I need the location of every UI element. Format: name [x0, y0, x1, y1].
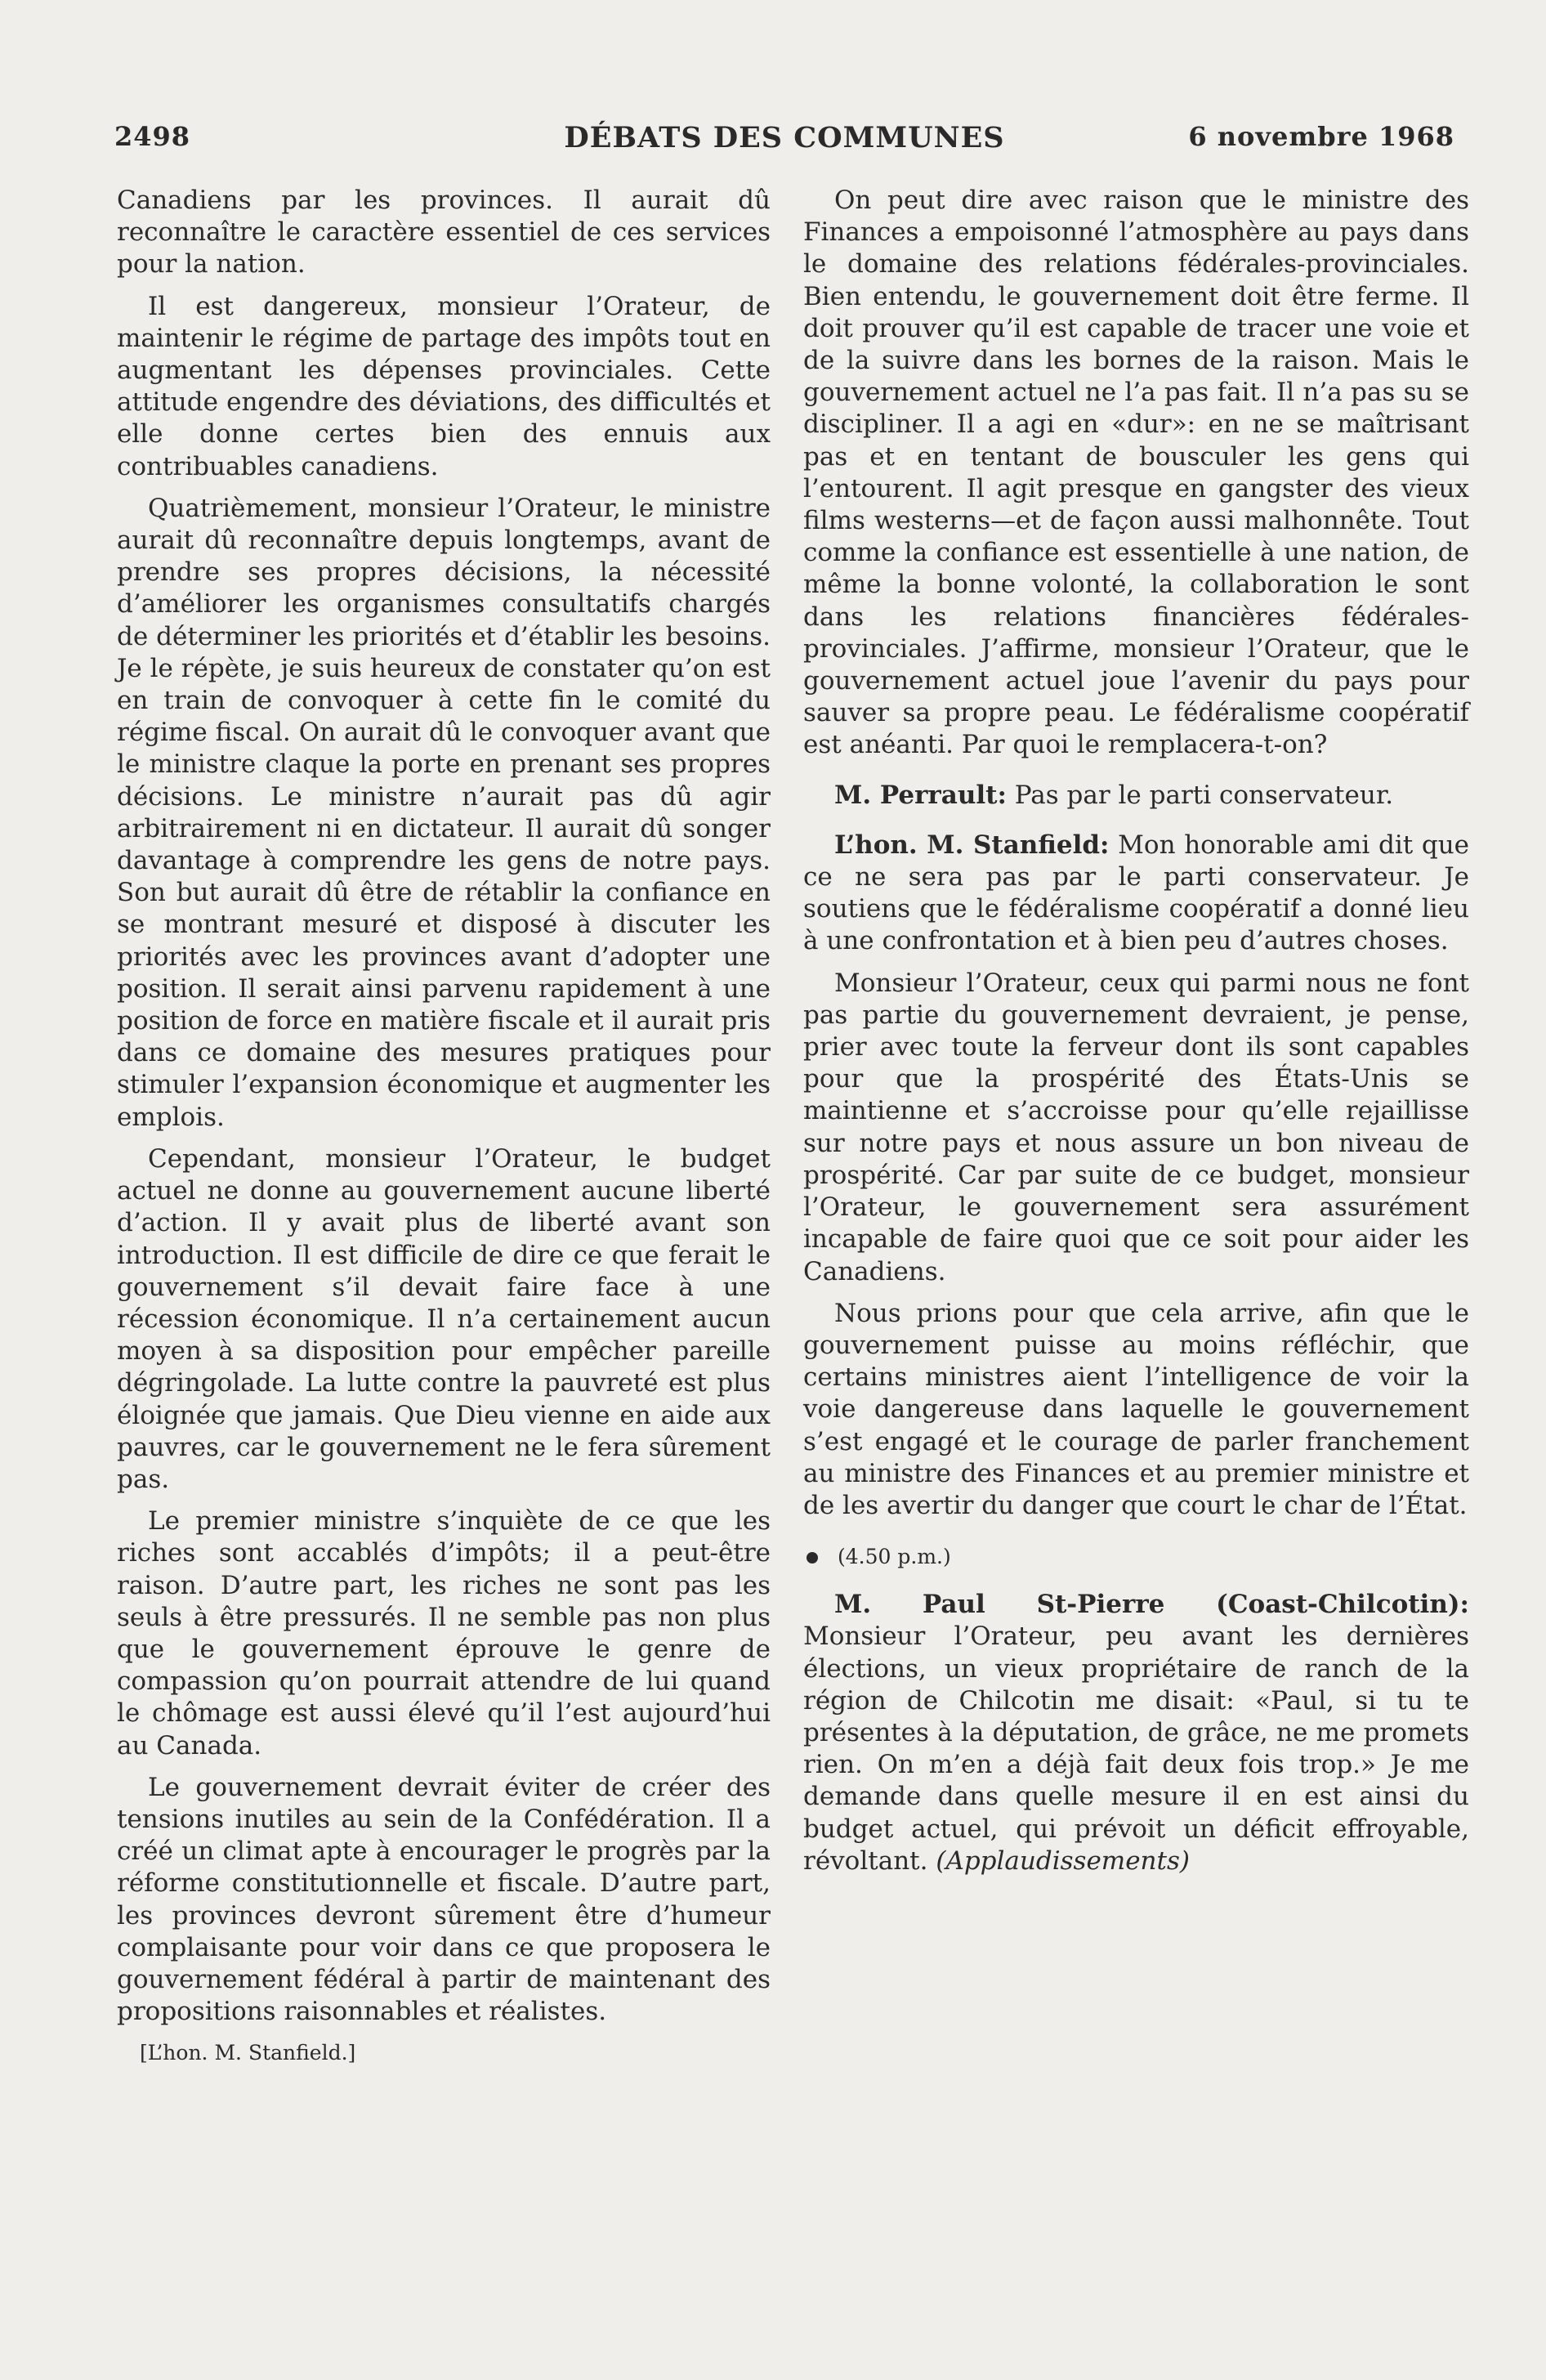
- timestamp: [803, 1543, 1469, 1571]
- paragraph: Nous prions pour que cela arrive, afin que le gouvernement puisse au moins réfléchir, que certains ministres aient l’intelligence de voir la voie dangereuse dans laquelle le gouvernement s’est engagé et le courage de parler franchement au ministre des Finances et au premier ministre et de les avertir du danger que court le char de l’État.: [803, 1298, 1469, 1520]
- speaker-name: L’hon. M. Stanfield:: [834, 830, 1110, 860]
- speech-text: Pas par le parti conservateur.: [1014, 780, 1394, 810]
- paragraph: On peut dire avec raison que le ministre des Finances a empoisonné l’atmosphère au pays dans le domaine des relations fédérales-provinciales. Bien entendu, le gouvernement doit être ferme. Il doit prouver qu’il est capable de tracer une voie et de la suivre dans les bornes de la raison. Mais le gouvernement actuel ne l’a pas fait. Il n’a pas su se discipliner. Il a agi en «dur»: en ne se maîtrisant pas et en tentant de bousculer les gens qui l’entourent. Il agit presque en gangster des vieux films westerns—et de façon aussi malhonnête. Tout comme la confiance est essentielle à une nation, de même la bonne volonté, la collaboration le sont dans les relations financières fédérales-provinciales. J’affirme, monsieur l’Orateur, que le gouvernement actuel joue l’avenir du pays pour sauver sa propre peau. Le fédéralisme coopératif est anéanti. Par quoi le remplacera-t-on?: [803, 186, 1469, 760]
- left-column: [117, 185, 771, 2065]
- paragraph: Cependant, monsieur l’Orateur, le budget actuel ne donne au gouvernement aucune liberté d’action. Il y avait plus de liberté avant son introduction. Il est difficile de dire ce que ferait le gouvernement s’il devait faire face à une récession économique. Il n’a certainement aucun moyen à sa disposition pour empêcher pareille dégringolade. La lutte contre la pauvreté est plus éloignée que jamais. Que Dieu vienne en aide aux pauvres, car le gouvernement ne le fera sûrement pas.: [117, 1143, 771, 1494]
- speech-text: Monsieur l’Orateur, peu avant les dernières élections, un vieux propriétaire de ranch de la région de Chilcotin me disait: «Paul, si tu te présentes à la députation, de grâce, ne me promets rien. On m’en a déjà fait deux fois trop.» Je me demande dans quelle mesure il en est ainsi du budget actuel, qui prévoit un déficit effroyable, révoltant.: [803, 1622, 1469, 1876]
- publication-date: 6 novembre 1968: [1188, 121, 1454, 152]
- speech-text: Mon honorable ami dit que ce ne sera pas par le parti conservateur. Je soutiens que le fédéralisme coopératif a donné lieu à une confrontation et à bien peu d’autres choses.: [803, 830, 1469, 956]
- paragraph: Le premier ministre s’inquiète de ce que les riches sont accablés d’impôts; il a peut-être raison. D’autre part, les riches ne sont pas les seuls à être pressurés. Il ne semble pas non plus que le gouvernement éprouve le genre de compassion qu’on pourrait attendre de lui quand le chômage est aussi élevé qu’il l’est aujourd’hui au Canada.: [117, 1506, 771, 1760]
- applause-note: (Applaudissements): [936, 1845, 1190, 1876]
- bullet-icon: [807, 1552, 818, 1564]
- page-number: 2498: [114, 121, 191, 152]
- speaker-name: M. Paul St-Pierre (Coast-Chilcotin):: [834, 1590, 1469, 1620]
- paragraph: Monsieur l’Orateur, ceux qui parmi nous ne font pas partie du gouvernement devraient, je pense, prier avec toute la ferveur dont ils sont capables pour que la prospérité des États-Unis se maintienne et s’accroisse pour qu’elle rejaillisse sur notre pays et nous assure un bon niveau de prospérité. Car par suite de ce budget, monsieur l’Orateur, le gouvernement sera assurément incapable de faire quoi que ce soit pour aider les Canadiens.: [803, 968, 1469, 1286]
- speaker-name: M. Perrault:: [834, 780, 1007, 810]
- speaker-attribution: [L’hon. M. Stanfield.]: [140, 2041, 356, 2065]
- speech-perrault: [803, 780, 1469, 812]
- right-column: [803, 185, 1469, 1877]
- paragraph: Quatrièmement, monsieur l’Orateur, le ministre aurait dû reconnaître depuis longtemps, avant de prendre ses propres décisions, la nécessité d’améliorer les organismes consultatifs chargés de déterminer les priorités et d’établir les besoins. Je le répète, je suis heureux de constater qu’on est en train de convoquer à cette fin le comité du régime fiscal. On aurait dû le convoquer avant que le ministre claque la porte en prenant ses propres décisions. Le ministre n’aurait pas dû agir arbitrairement ni en dictateur. Il aurait dû songer davantage à comprendre les gens de notre pays. Son but aurait dû être de rétablir la confiance en se montrant mesuré et disposé à discuter les priorités avec les provinces avant d’adopter une position. Il serait ainsi parvenu rapidement à une position de force en matière fiscale et il aurait pris dans ce domaine des mesures pratiques pour stimuler l’expansion économique et augmenter les emplois.: [117, 493, 771, 1132]
- publication-title: DÉBATS DES COMMUNES: [564, 121, 1005, 154]
- timestamp-text: (4.50 p.m.): [838, 1545, 951, 1569]
- paragraph: Il est dangereux, monsieur l’Orateur, de maintenir le régime de partage des impôts tout en augmentant les dépenses provinciales. Cette attitude engendre des déviations, des difficultés et elle donne certes bien des ennuis aux contribuables canadiens.: [117, 291, 771, 481]
- speech-stpierre: [803, 1589, 1469, 1877]
- page-header: [114, 113, 1454, 162]
- paragraph: Canadiens par les provinces. Il aurait dû reconnaître le caractère essentiel de ces services pour la nation.: [117, 186, 771, 280]
- paragraph: Le gouvernement devrait éviter de créer des tensions inutiles au sein de la Confédération. Il a créé un climat apte à encourager le progrès par la réforme constitutionnelle et fiscale. D’autre part, les provinces devront sûrement être d’humeur complaisante pour voir dans ce que proposera le gouvernement fédéral à partir de maintenant des propositions raisonnables et réalistes.: [117, 1772, 771, 2027]
- speech-stanfield: [803, 830, 1469, 958]
